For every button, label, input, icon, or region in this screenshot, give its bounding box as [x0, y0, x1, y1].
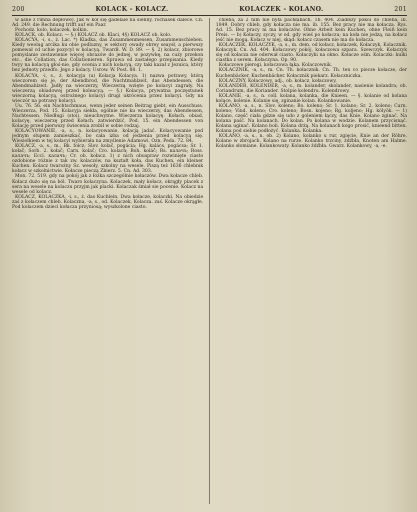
dictionary-entry: Pochodz. kolo, kolaczek, kolkin.: [15, 28, 89, 34]
dictionary-entry: KOLACZEK, KOLACZYK, -a, s., m. dem. od kołacz, kołaczek, Kołaczyk, Kolacznik. Kołaczyk. Cn. Ad. 404. Kołaczowy pokój, kołaczowa szpara. Szewczyk. Kołaczyk się od kołacza nie oderwał ciasto. Kołaczyki na okno. Kołacze ośm. Kolaczki: kulki ciastka z serem. Kołaczyna. Op. 90.: [215, 43, 407, 64]
dictionary-entry: KOLACZNY, Kołaczowy, adj., ob. kołacz, kołaczowy.: [218, 78, 337, 84]
dictionary-entry: Kołaczowe pierogi, kołaczowa łąka. Kolaczownik.: [218, 63, 333, 69]
page-header: [12, 6, 407, 13]
dictionary-entry: w aśne z rimna depłowe). Jak w kół się gadelaie na sienny, rochasek daleće. Cn. Ad. 249. die Rechnung trifft auf ein Paar.: [12, 18, 204, 29]
left-column: [12, 18, 203, 504]
right-page-number: 201: [394, 6, 407, 13]
dictionary-entry: KOLACYA, -i, s., ż. kolacyja (u) Kolacja Kolacya. 1) nazwa potrawy, którą wieczorem się je, der Abendbrod, die Nachtmahlzeit, das Abendessen, die Abendmahlzeit. Jadły na wieczerzy, Wieczerzą wzięte po kolacyi zagrały. Na wieczerzą obiadowej przed koleacyą. — §.) Kolacya, prywatna poczęstunek wieczorną kolacyą, ostrożnego kolacyi drugi ukrócenia przez kolacyi. Gdy na wieczór na potrawy kolacyi.: [12, 73, 204, 104]
dictionary-entry: KOLANO, -a, s., n. Slov. koleno; Bo. koleno; Sr. 1. kolano; Sr. 2. koleno; Carn. koleno; Vind. koleno; Cro. koleno; Bosn. kojeno; Rg. koljeno; Hg. kölyök. — 1) Kolano, część ciała gdzie się udo z goleniem łączy, das Knie. Kolano zginać. Na kolana paść. Na kolanach. Do kolan. Po kolana w wodzie. Kolanem przycisnąć. Kolana uginać. Kolano boli. Kolana drżą. Na kolanach kogo prosić, knieend bitten. Kolana pod siebie podłożyć. Kolanka. Kolanka.: [215, 103, 407, 135]
dictionary-entry: KOLANDER, KOLENDER, -a, s., m. kolander, skolander, nasienie kolandra; ob. Coriandrum, die Koriander. Stolpie kolendru. Kolendrowy.: [215, 83, 407, 94]
left-page-number: 200: [12, 6, 25, 13]
dictionary-entry: KOLANO, -a, s., n. ob. 2) Kolano, kolanko u rur, zgięcie, Knie an der Röhre. Kolano w zbrojach. Kolano na rurze. Kolanko trzciny, źdźbła, Knoten am Halme. Kolanko słomiane. Kolankowaty. Kolanko źdźbła. Gwarz. Kolankowy, -a, -e.: [215, 134, 407, 150]
dictionary-entry: KOLACZ, KOLACZKA, -i, s., ż. das Kuchlein. Dwa kołacze, kolaczki. Na obiedzie zaś z kołaczem chleb. Kolaczna, -a, s., od. Kolaczek, Kolacza. zaś. Kolacze okrągłe. Pod kolaczem dzieci kołacza przyniosą; wyszkolone ciasto.: [12, 194, 204, 210]
dictionary-entry: KOLACZ, -a, s., m., Bk. folcz; Slov. kolač, pogácia; Hg. kalács, pogácsa; Sr. 1. kołač; Sorb. 2. kołač; Carn. kolač; Cro. kolach; Boh. koláč; Rs. калачъ; Ross. калачъ; Eccl. калачъ; Cr. ob. kołacz. 1) z nich obuspraw rozwinięte ciasto ozdobione różnie z tak zw. kolaczów, na kształt koła, das Kuchen, ein kleiner Kuchen. Kolacz twarożny Sz. wesoły, szkolny na wesele. Piszą też 1636 chlebnik kołacz w szkolnictwie. Kołacze pieczą Zbierz. 5. Cn. Ad. 303.: [12, 144, 204, 175]
dictionary-entry: KOLACZNIK, -a, s., m. Cn. Th. kołacznik. Cn. Th. ten co piecze kołacze, der Kuchenbäcker, Kuchenbäcker. Kołacznik piekarz. Kołaczniczka.: [215, 68, 407, 79]
header-rule: [12, 15, 407, 16]
dictionary-entry: KOLANIE, -a, s., n. coll. kolana, kolanka, die Knieen. — §. kolanie od kolana kolące, kolenie. Kolanie się, zginanie kolan. Kolankowanie.: [215, 93, 407, 104]
dictionary-entry: chleba, za 2 nim nie była pachłabach. 1b. 404. Ziadłszy pokoi do chleba, ib. 1849. Dobry chleb, gdy kołacza nie ma. ib. 155. Bez pracy nie ma kołacza. Rys. Ad. 15. Bez pracy ni ma kołaczów. Ohne Arbeit kein Kuchen, ohne Fleiß kein Preis. — b) Kołaczy, syczy, w od. gdy wieś po kołaczu; na koła nie jedzą, na kołacz jeść nie mogą. Kołacz w niej, skąd: kołacz czasem nie ma do kołacza.: [215, 18, 407, 44]
text-columns: [12, 18, 407, 504]
left-running-title: KOLACK - KOLACZ.: [95, 6, 169, 13]
dictionary-entry: Uu. 76. 56. ein Nachtschmaus, wenn jeder seinen Beitrag giebt, ein Ausschuss. Wieczerza, Pod. 15. Kolacyja siekła, ogólnie nie ku wieczerzy, das Abendessen, Nachtessen. Niedługi (stoi). nieuchwytne. Wieczerza kolacyę. Kołach. obiad, kolacyę, wieczerzę przed Kołach. zatwierdzić, Pod. 15. ein Abendessen von Kolację przed pierwszy świecenia zrobił w sobie rodzaj.: [12, 103, 204, 129]
dictionary-entry: KOLACK, ob. Kolacz. — §.) KOLACZ ob. Klaci, 4§) KOLACZ ob. kolo.: [15, 33, 172, 39]
right-running-title: KOLACZEK - KOLANO.: [239, 6, 324, 13]
column-divider: [209, 18, 210, 504]
dictionary-entry: Mon. 72. 519. gdy na pokój jak z łóżka szczególnie kołaczów. Dwa kołacze chleb. Kołacz dużo się na ból. Twaro kolaczyna. Kolaczek, mały kołacz, okrągły placek z sera na wesele na kolaczu przyjm jak placki. Kolaczak śmiał sie pocenie. Kolacz na wesele od kolacz.: [12, 174, 204, 195]
dictionary-entry: KOLACYOWANIE, -a, s., n. kolacyowanie, kolacją jadać. Kolacyowanie pod jednym słupem zamieszkać, bo cała izba od jedzenia przed kolacyą się. Wiesiołkiem w tej kolacyi wybierała na zmyślenie Adamowi. Ozn. Peda. 72. 84.: [12, 129, 204, 145]
right-column: [216, 18, 407, 504]
dictionary-entry: KOLACYA, -i, s., ż. Lac. *) Kladka, das Zusammenmessen, Zusammenschieben. Kiedy weolug arcika ku obie podluzny, w sektory owady obrey seaysł, a pierwszy pomewał cd uchie pozycyl w kolacyą. Twardł. W. D. 89. — §. 2) kolacz, zbiorowe pomyslanie zestawienie więcej obrazów do jednej, w pozywkę, na cuży przekon etc., die Collation, das Collationieren. Sprawa od zastałego przepisania. Kiedy twyy na kolacyą głoś-nie, gdy ocenia z nich kolacyą, czy taki kazał z Jezuica, który bez jednoty przedfo. Jego z kolacy. Usrow. W. Post. 88. 1.: [12, 38, 204, 74]
